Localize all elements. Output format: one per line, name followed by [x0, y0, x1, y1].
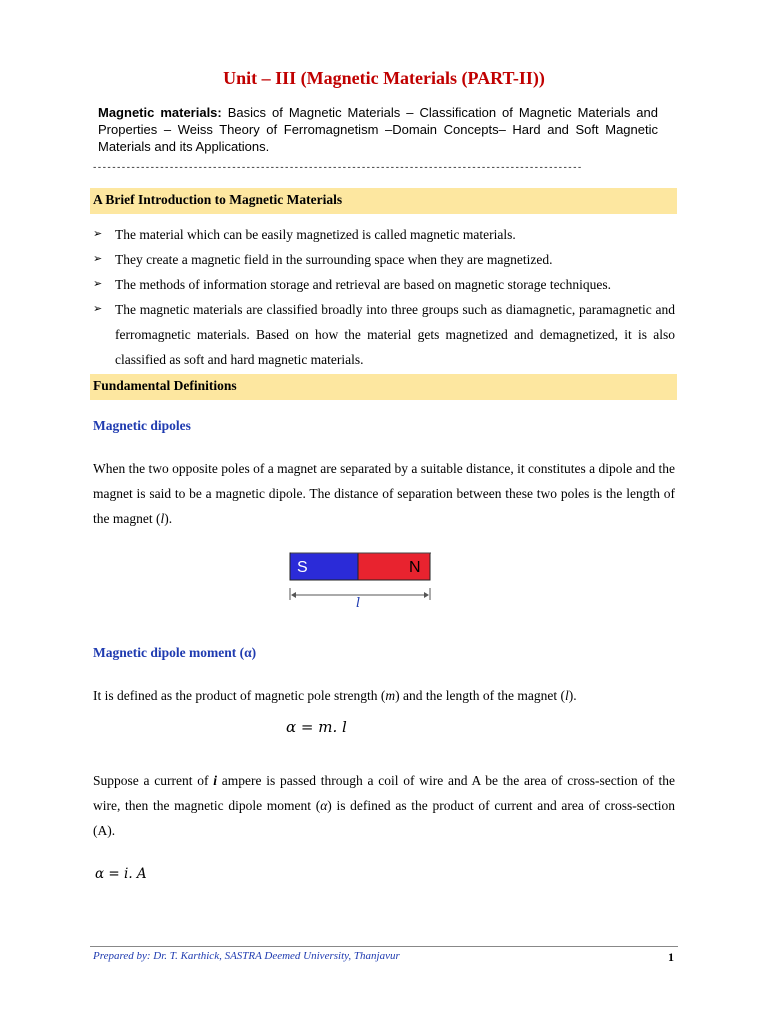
footer-divider — [90, 946, 678, 947]
fundamentals-heading: Fundamental Definitions — [93, 378, 237, 393]
moment-definition: It is defined as the product of magnetic pole strength (m) and the length of the magnet (l). — [93, 688, 577, 703]
north-label: N — [409, 559, 421, 576]
length-label: l — [356, 596, 361, 607]
arrow-bullet-icon: ➢ — [93, 228, 103, 240]
current-paragraph: Suppose a current of i ampere is passed through a coil of wire and A be the area of cross-section of the wire, then the magnetic dipole moment (α) is defined as the product of current and area of cross-section (A). — [93, 773, 675, 838]
page-number: 1 — [668, 950, 674, 964]
moment-heading: Magnetic dipole moment (α) — [93, 645, 257, 660]
arrow-bullet-icon: ➢ — [93, 278, 103, 290]
intro-bullet-list — [93, 222, 675, 372]
list-item: ➢ The material which can be easily magnetized is called magnetic materials. — [93, 222, 675, 247]
page-title: Unit – III (Magnetic Materials (PART-II)) — [223, 68, 545, 88]
intro-heading: A Brief Introduction to Magnetic Materials — [93, 192, 343, 207]
equation-current-area: α = i. A — [95, 866, 147, 882]
dipole-paragraph: When the two opposite poles of a magnet are separated by a suitable distance, it constitutes a dipole and the magnet is said to be a magnetic dipole. The distance of separation between these two poles is the length of the magnet (l). — [93, 461, 675, 526]
divider-line: ------------------------------------------------------------------------------------------------------ — [92, 163, 582, 173]
list-item: ➢ The methods of information storage and retrieval are based on magnetic storage techniques. — [93, 272, 675, 297]
footer-credit: Prepared by: Dr. T. Karthick, SASTRA Deemed University, Thanjavur — [93, 950, 400, 962]
syllabus-summary — [98, 104, 658, 155]
fundamentals-heading-band — [90, 374, 677, 400]
south-label: S — [297, 559, 308, 576]
dipole-heading: Magnetic dipoles — [93, 418, 191, 433]
arrow-bullet-icon: ➢ — [93, 253, 103, 265]
bar-magnet-diagram — [289, 550, 432, 607]
equation-pole-strength: α = m. l — [286, 718, 347, 736]
intro-heading-band — [90, 188, 677, 214]
syllabus-text: Basics of Magnetic Materials – Classification of Magnetic Materials and Properties – Weiss Theory of Ferromagnetism –Domain Concepts– Hard and Soft Magnetic Materials and its Applications. — [98, 105, 658, 154]
arrow-bullet-icon: ➢ — [93, 303, 103, 315]
syllabus-label: Magnetic materials: — [98, 105, 222, 120]
list-item: ➢ The magnetic materials are classified broadly into three groups such as diamagnetic, paramagnetic and ferromagnetic materials. Based on how the material gets magnetized and demagnetized, it is also classified as soft and hard magnetic materials. — [93, 297, 675, 372]
list-item: ➢ They create a magnetic field in the surrounding space when they are magnetized. — [93, 247, 675, 272]
